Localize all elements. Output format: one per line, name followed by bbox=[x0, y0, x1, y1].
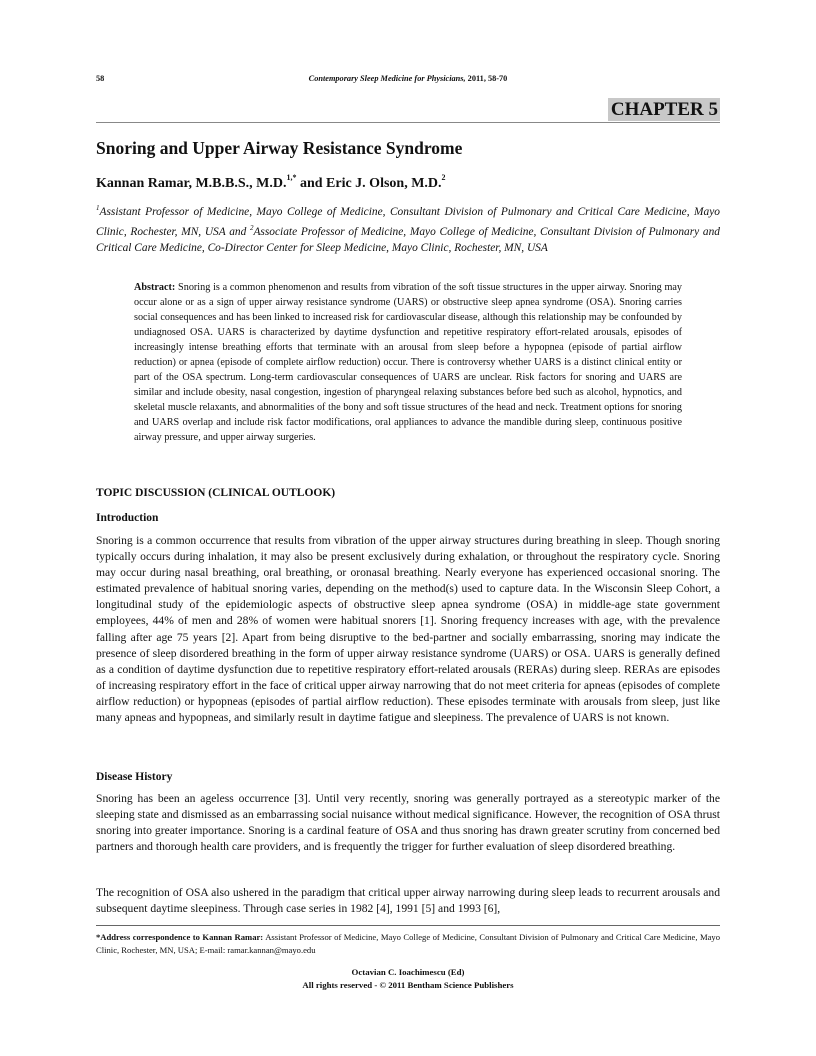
journal-citation bbox=[96, 74, 720, 83]
author-line bbox=[96, 173, 446, 192]
subsection-heading-disease-history: Disease History bbox=[96, 771, 173, 783]
author-2-affil-marker: 2 bbox=[441, 173, 446, 182]
chapter-rule bbox=[96, 122, 720, 123]
paragraph-disease-history-2: The recognition of OSA also ushered in the paradigm that critical upper airway narrowing during sleep leads to recurrent arousals and subsequent daytime sleepiness. Through case series in 1982 [4], 1991 [5] and 1993 [6], bbox=[96, 886, 720, 916]
author-1-affil-marker: 1,* bbox=[286, 173, 297, 182]
journal-year-pages: 2011, 58-70 bbox=[465, 74, 508, 83]
footnote-rule bbox=[96, 925, 720, 926]
page-number: 58 bbox=[96, 74, 105, 83]
journal-title: Contemporary Sleep Medicine for Physicians, bbox=[308, 74, 466, 83]
publisher-block bbox=[96, 966, 720, 991]
copyright-line: All rights reserved - © 2011 Bentham Science Publishers bbox=[302, 979, 514, 990]
author-2: and Eric J. Olson, M.D. bbox=[296, 176, 442, 191]
paragraph-disease-history-1: Snoring has been an ageless occurrence [3]. Until very recently, snoring was generally portrayed as a stereotypic marker of the sleeping state and dismissed as an embarrassing social nuisance without medical significance. However, the recognition of OSA thrust snoring into greater importance. Snoring is a cardinal feature of OSA and thus snoring has drawn greater scrutiny from concerned bed partners and thorough health care providers, and is frequently the trigger for further evaluation of sleep disordered breathing. bbox=[96, 792, 720, 854]
chapter-label: CHAPTER 5 bbox=[608, 98, 720, 121]
article-title: Snoring and Upper Airway Resistance Syndrome bbox=[96, 138, 463, 158]
correspondence-footnote bbox=[96, 931, 720, 956]
abstract-text: Snoring is a common phenomenon and results from vibration of the soft tissue structures in the upper airway. Snoring may occur alone or as a sign of upper airway resistance syndrome (UARS) or obstructive sleep apnea syndrome (OSA). Snoring carries social consequences and has been linked to increased risk for cardiovascular disease, although this relationship may be confounded by undiagnosed OSA. UARS is characterized by daytime dysfunction and repetitive respiratory effort-related arousals, episodes of increasingly intense breathing efforts that terminate with an arousal from sleep before a hypopnea (episode of partial airflow reduction) or apnea (episode of complete airflow reduction) occur. There is controversy whether UARS is a distinct clinical entity or part of the OSA spectrum. Long-term cardiovascular consequences of UARS are unclear. Risk factors for snoring and UARS are similar and include obesity, nasal congestion, ingestion of pharyngeal relaxing substances before bed such as alcohol, hypnotics, and skeletal muscle relaxants, and abnormalities of the bony and soft tissue structures of the head and neck. Treatment options for snoring and UARS overlap and include risk factor modifications, oral appliances to advance the mandible during sleep, continuous positive airway pressure, and upper airway surgeries. bbox=[134, 282, 682, 443]
author-1: Kannan Ramar, M.B.B.S., M.D. bbox=[96, 176, 287, 191]
affil-marker-2: 2 bbox=[249, 224, 254, 232]
affiliations bbox=[96, 200, 720, 256]
footnote-text: Assistant Professor of Medicine, Mayo College of Medicine, Consultant Division of Pulmonary and Critical Care Medicine, Mayo Clinic, Rochester, MN, USA; E-mail: ramar.kannan@mayo.edu bbox=[96, 932, 721, 955]
abstract bbox=[134, 280, 682, 445]
affiliation-2: Associate Professor of Medicine, Mayo College of Medicine, Consultant Division of Pulmonary and Critical Care Medicine, Co-Director Center for Sleep Medicine, Mayo Clinic, Rochester, MN, USA bbox=[96, 226, 720, 254]
paragraph-introduction: Snoring is a common occurrence that results from vibration of the upper airway structures during breathing in sleep. Though snoring typically occurs during inhalation, it may also be present exclusively during exhalation, or throughout the respiratory cycle. Snoring may occur during nasal breathing, oral breathing, or oronasal breathing. Nearly everyone has experienced occasional snoring. The estimated prevalence of habitual snoring varies, depending on the method(s) used to capture data. In the Wisconsin Sleep Cohort, a longitudinal study of the epidemiologic aspects of obstructive sleep apnea syndrome (OSA) in middle-age state government employees, 44% of men and 28% of women were habitual snorers [1]. Snoring frequency increases with age, with the prevalence falling after age 75 years [2]. Apart from being disruptive to the bed-partner and socially embarrassing, snoring may indicate the presence of sleep disordered breathing in the form of upper airway resistance syndrome (UARS) or OSA. UARS is generally defined as a condition of daytime dysfunction due to repetitive respiratory effort-related arousals (RERAs) during sleep. RERAs are episodes of increasing respiratory effort in the face of critical upper airway narrowing that do not meet criteria for apneas (episodes of complete airflow reduction) or hypopneas (episodes of partial airflow reduction). These episodes terminate with arousals from sleep, just like many apneas and hypopneas, and similarly result in daytime fatigue and sleepiness. The prevalence of UARS is not known. bbox=[96, 534, 720, 725]
editor-line: Octavian C. Ioachimescu (Ed) bbox=[351, 967, 465, 977]
affiliation-1: Assistant Professor of Medicine, Mayo College of Medicine, Consultant Division of Pulmonary and Critical Care Medicine, Mayo Clinic, Rochester, MN, USA and bbox=[96, 206, 720, 238]
affil-marker-1: 1 bbox=[96, 204, 100, 212]
footnote-label: *Address correspondence to Kannan Ramar: bbox=[96, 932, 264, 942]
subsection-heading-introduction: Introduction bbox=[96, 512, 159, 524]
abstract-label: Abstract: bbox=[134, 282, 176, 293]
section-heading-topic: TOPIC DISCUSSION (CLINICAL OUTLOOK) bbox=[96, 487, 336, 499]
